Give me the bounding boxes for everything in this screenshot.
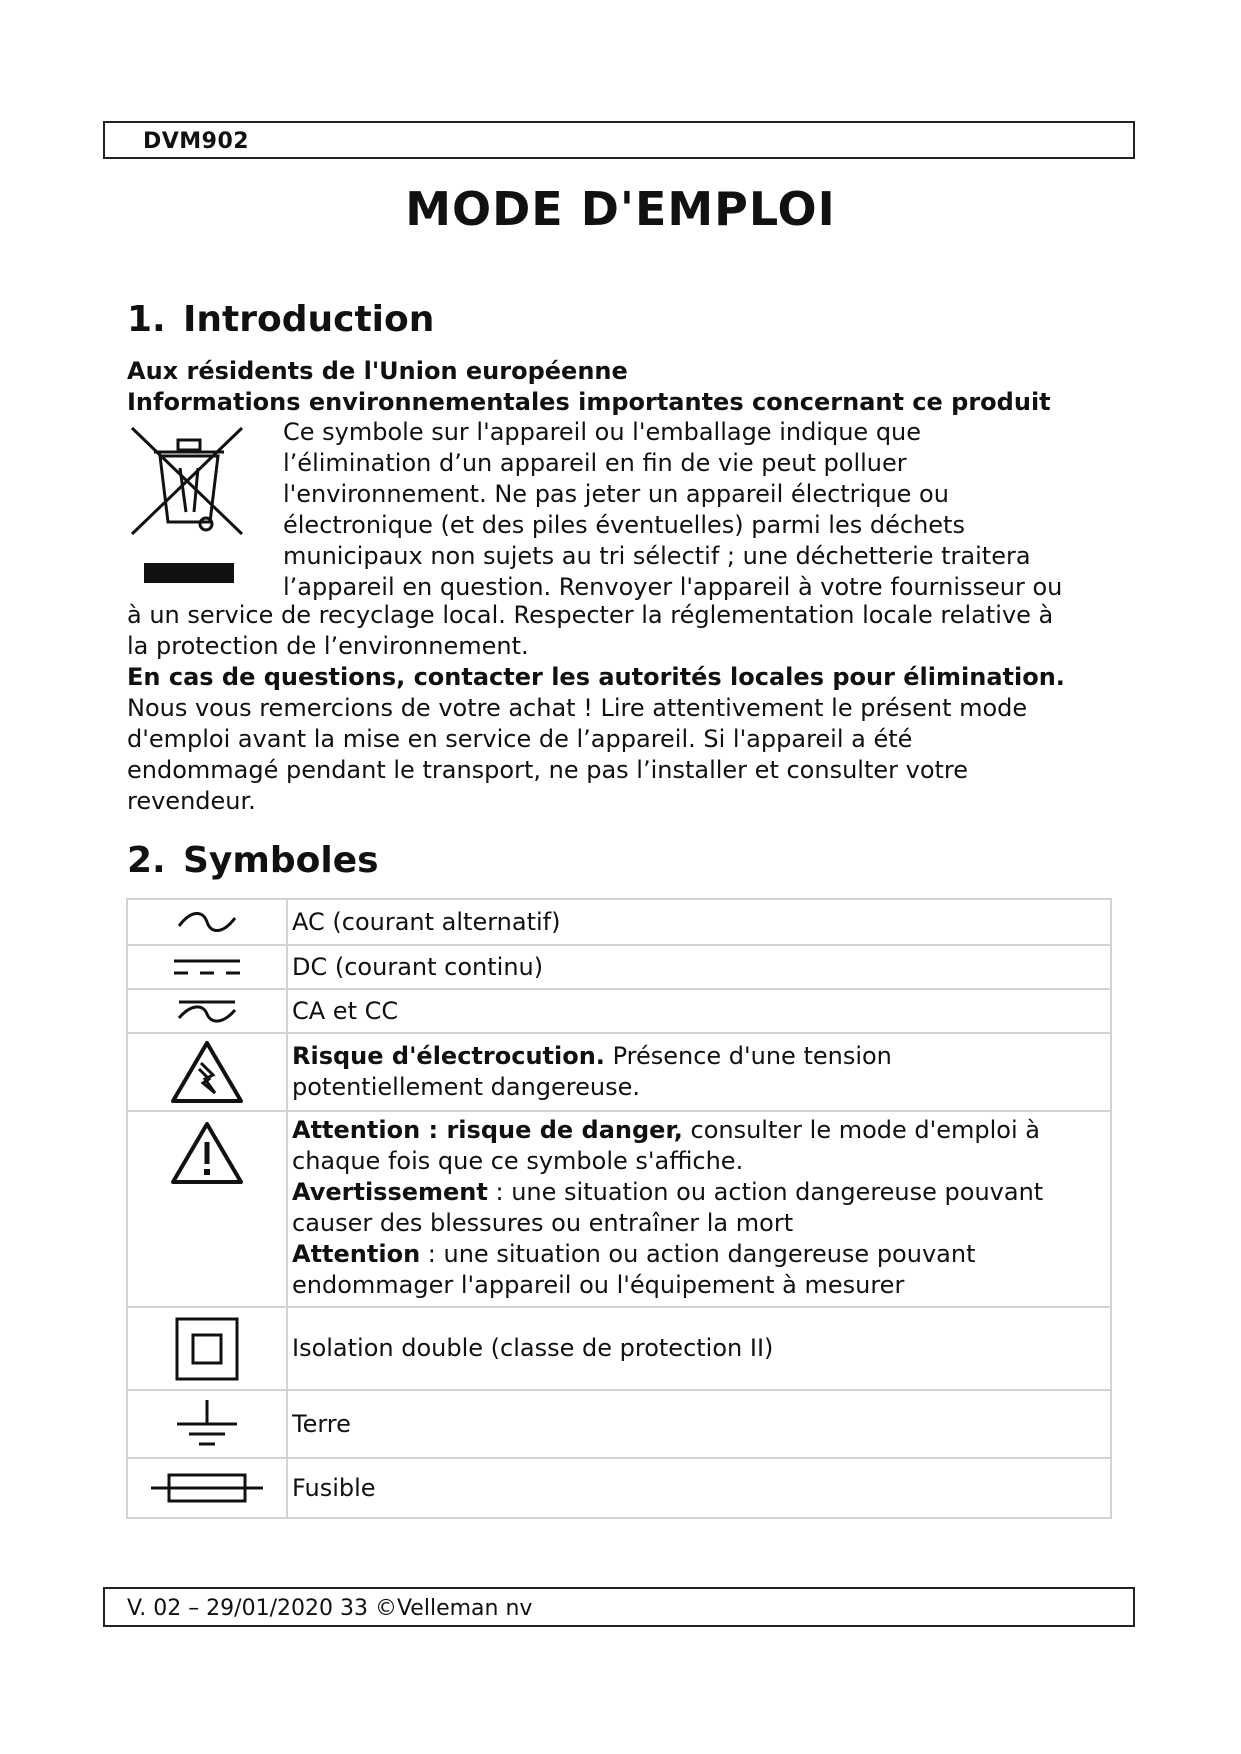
- model-label: DVM902: [143, 129, 250, 154]
- warning-rest: : une situation ou action dangereuse pouvant: [487, 1178, 1044, 1206]
- electric-shock-icon: [127, 1033, 287, 1111]
- thanks-line: revendeur.: [127, 787, 256, 815]
- danger-rest: consulter le mode d'emploi à: [682, 1116, 1040, 1144]
- danger-bold: Attention : risque de danger,: [292, 1116, 683, 1144]
- para-line: la protection de l’environnement.: [127, 632, 529, 660]
- page-title: MODE D'EMPLOI: [405, 182, 836, 236]
- ac-label: AC (courant alternatif): [287, 899, 1111, 945]
- table-row: [127, 1390, 1111, 1458]
- footer-box: [103, 1587, 1135, 1627]
- thanks-line: Nous vous remercions de votre achat ! Lire attentivement le présent mode: [127, 694, 1028, 722]
- caution-rest: : une situation ou action dangereuse pouvant: [420, 1240, 976, 1268]
- section-heading-introduction: [127, 299, 434, 340]
- table-row: [127, 1033, 1111, 1111]
- shock-description: [287, 1033, 1111, 1111]
- symbols-table: [126, 898, 1112, 1519]
- para-line: l’appareil en question. Renvoyer l'appareil à votre fournisseur ou: [283, 573, 1063, 601]
- shock-bold: Risque d'électrocution.: [292, 1042, 605, 1070]
- para-line: Ce symbole sur l'appareil ou l'emballage indique que: [283, 418, 922, 446]
- footer-text: V. 02 – 29/01/2020 33 ©Velleman nv: [127, 1596, 533, 1621]
- section-title: Symboles: [183, 840, 379, 881]
- para-line: l’élimination d’un appareil en fin de vie peut polluer: [283, 449, 907, 477]
- dc-icon: [127, 945, 287, 989]
- section-title: Introduction: [183, 299, 435, 340]
- caution-bold: Attention: [292, 1240, 421, 1268]
- shock-line2: potentiellement dangereuse.: [292, 1073, 641, 1101]
- warning-line2: causer des blessures ou entraîner la mort: [292, 1209, 794, 1237]
- para-line: à un service de recyclage local. Respecter la réglementation locale relative à: [127, 601, 1054, 629]
- weee-bin-icon: [130, 426, 250, 591]
- dc-label: DC (courant continu): [287, 945, 1111, 989]
- section-number: 2.: [127, 840, 166, 881]
- caution-line2: endommager l'appareil ou l'équipement à mesurer: [292, 1271, 905, 1299]
- eu-residents-heading: Aux résidents de l'Union européenne: [127, 357, 628, 385]
- ac-dc-icon: [127, 989, 287, 1033]
- fuse-label: Fusible: [287, 1458, 1111, 1518]
- thanks-line: endommagé pendant le transport, ne pas l’installer et consulter votre: [127, 756, 969, 784]
- double-insulation-icon: [127, 1307, 287, 1390]
- ac-dc-label: CA et CC: [287, 989, 1111, 1033]
- shock-rest: Présence d'une tension: [604, 1042, 892, 1070]
- header-box: [103, 121, 1135, 159]
- fuse-icon: [127, 1458, 287, 1518]
- table-row: [127, 899, 1111, 945]
- earth-ground-icon: [127, 1390, 287, 1458]
- ac-icon: [127, 899, 287, 945]
- table-row: [127, 1458, 1111, 1518]
- section-number: 1.: [127, 299, 166, 340]
- table-row: [127, 945, 1111, 989]
- danger-description: [287, 1111, 1111, 1307]
- danger-line2: chaque fois que ce symbole s'affiche.: [292, 1147, 744, 1175]
- warning-icon: [127, 1111, 287, 1307]
- table-row: [127, 1307, 1111, 1390]
- thanks-line: d'emploi avant la mise en service de l’appareil. Si l'appareil a été: [127, 725, 913, 753]
- para-line: électronique (et des piles éventuelles) parmi les déchets: [283, 511, 965, 539]
- environment-info-heading: Informations environnementales importantes concernant ce produit: [127, 388, 1051, 416]
- warning-bold: Avertissement: [292, 1178, 488, 1206]
- double-insulation-label: Isolation double (classe de protection II): [287, 1307, 1111, 1390]
- earth-label: Terre: [287, 1390, 1111, 1458]
- section-heading-symbols: [127, 840, 379, 881]
- table-row: [127, 989, 1111, 1033]
- table-row: [127, 1111, 1111, 1307]
- para-line: municipaux non sujets au tri sélectif ; une déchetterie traitera: [283, 542, 1031, 570]
- questions-notice: En cas de questions, contacter les autorités locales pour élimination.: [127, 663, 1065, 691]
- para-line: l'environnement. Ne pas jeter un appareil électrique ou: [283, 480, 949, 508]
